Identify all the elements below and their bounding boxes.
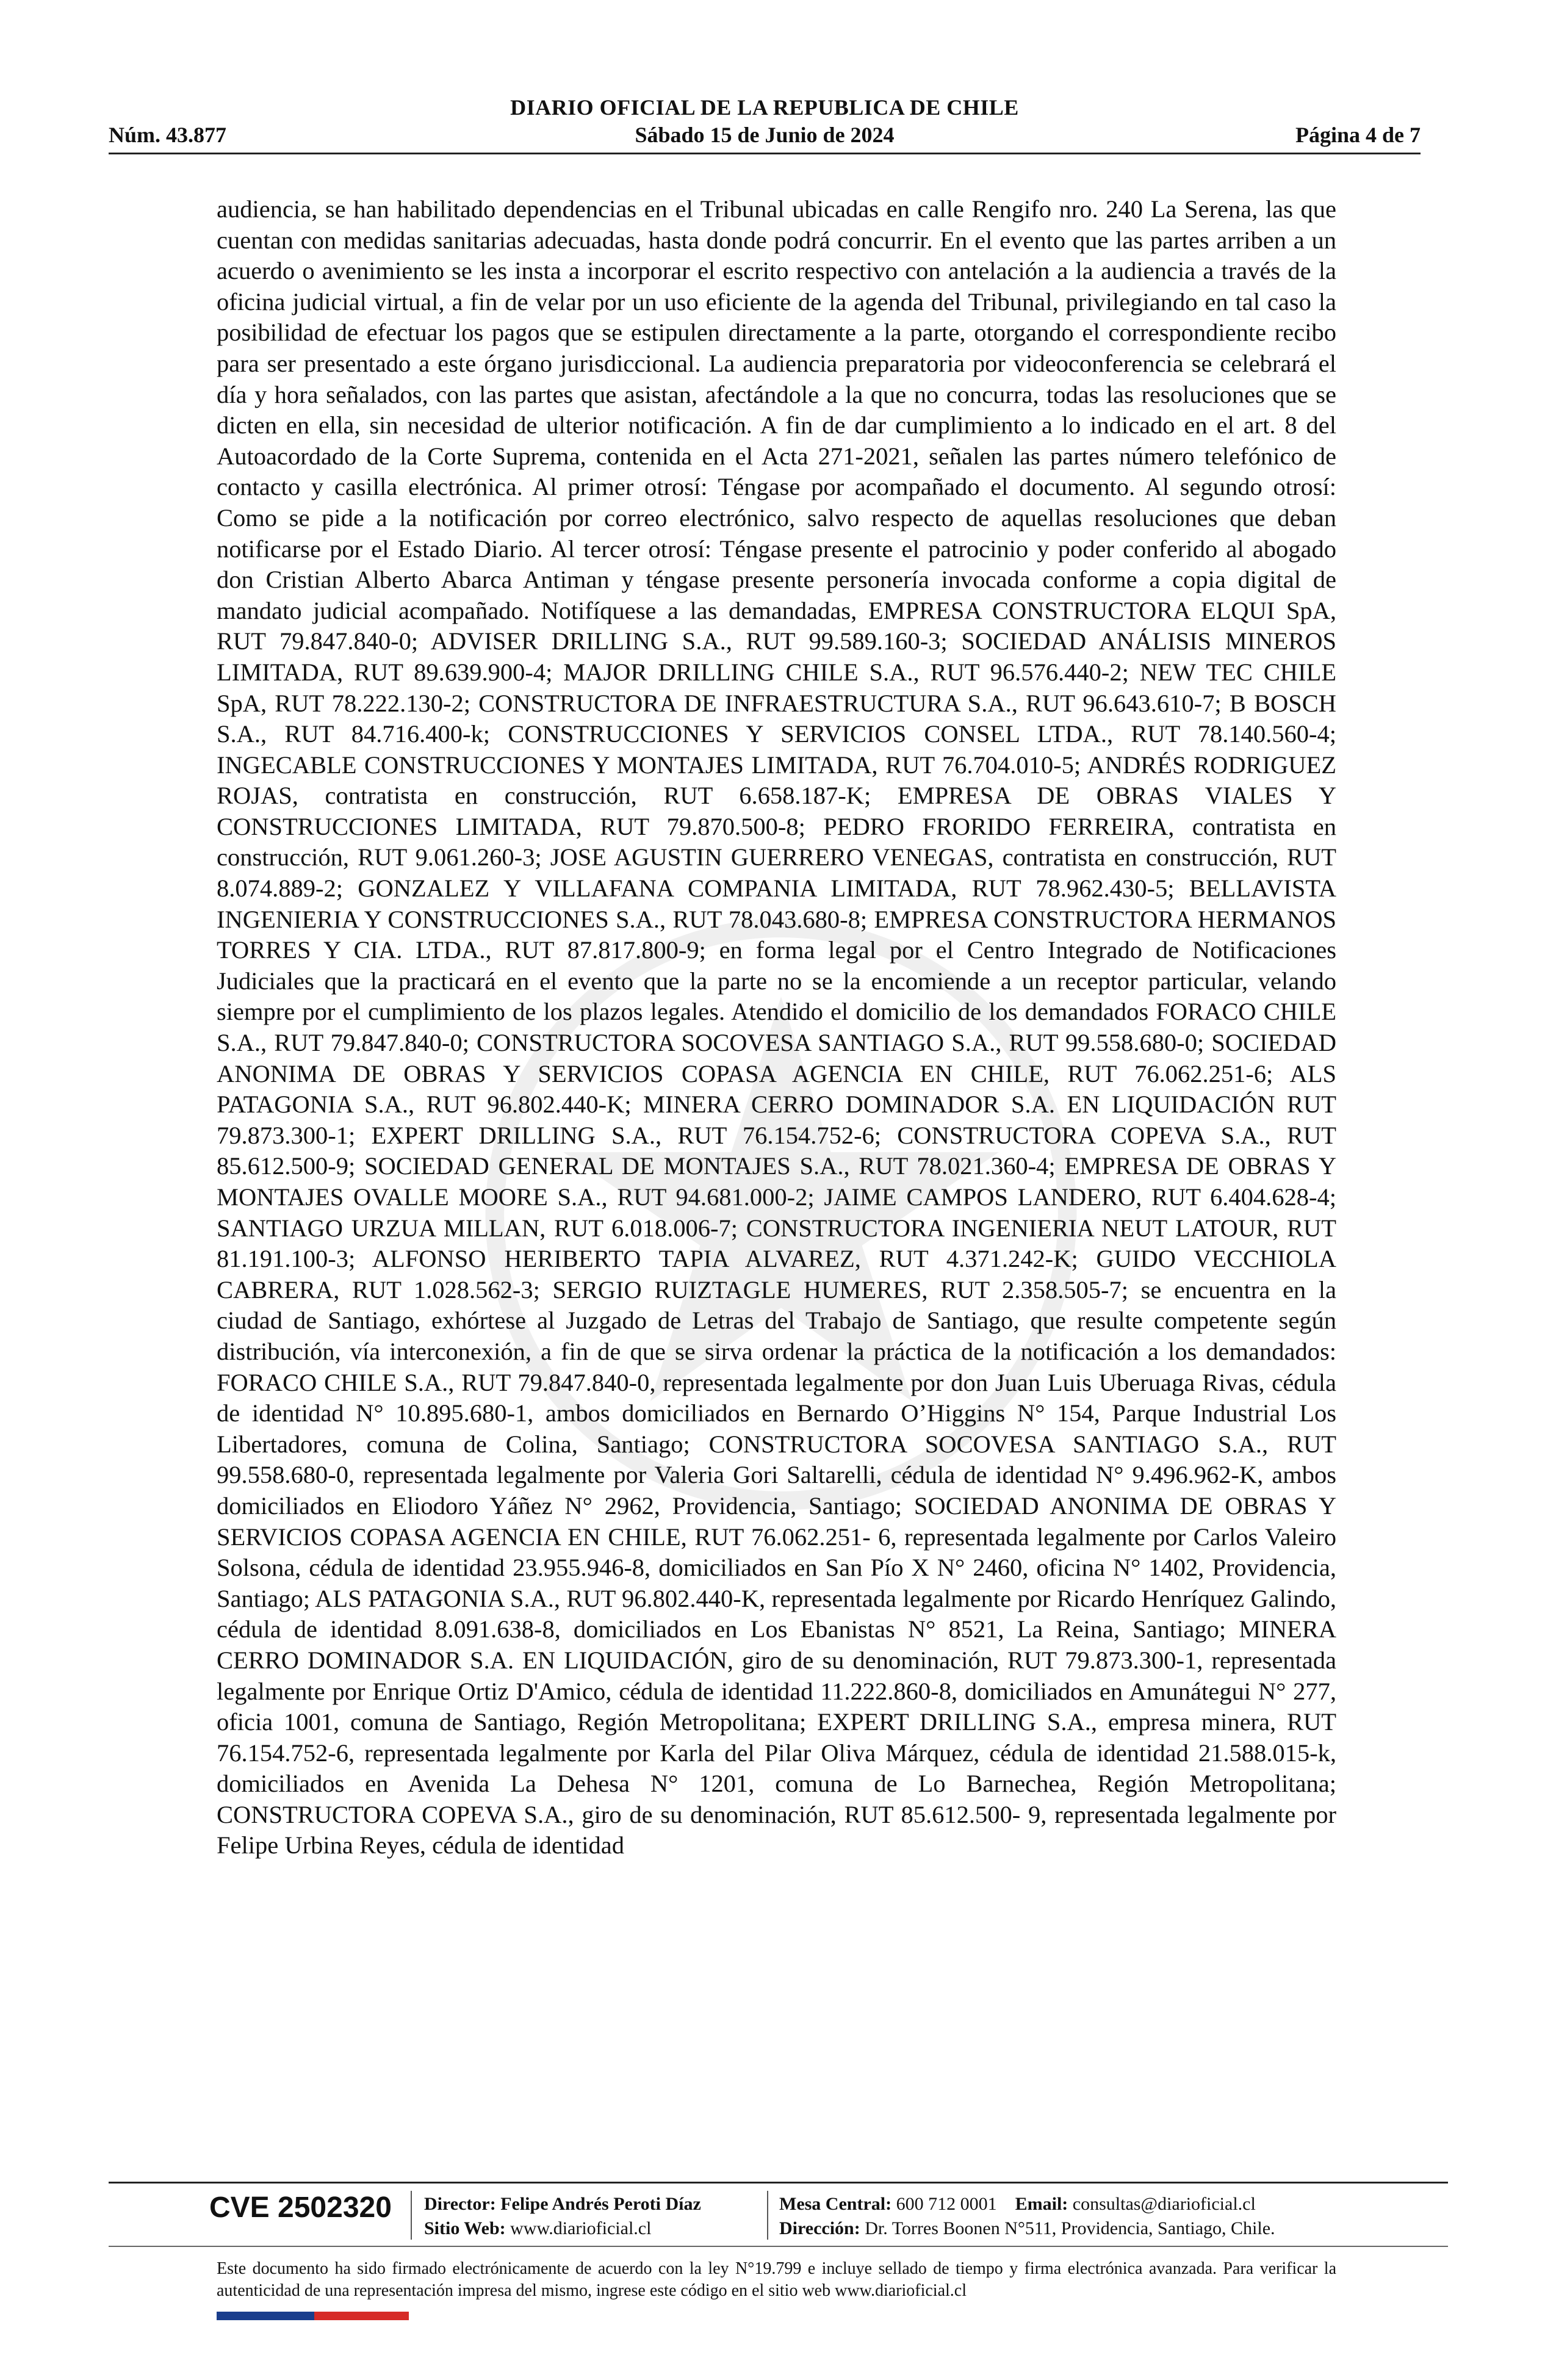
mesa-label: Mesa Central: xyxy=(779,2194,892,2214)
issue-date: Sábado 15 de Junio de 2024 xyxy=(635,123,895,147)
footer-contact-block xyxy=(779,2192,1275,2241)
address-value: Dr. Torres Boonen N°511, Providencia, Santiago, Chile. xyxy=(865,2218,1275,2238)
email-link[interactable]: consultas@diarioficial.cl xyxy=(1072,2194,1256,2214)
flag-stripe-red xyxy=(314,2312,409,2320)
publication-title: DIARIO OFICIAL DE LA REPUBLICA DE CHILE xyxy=(510,95,1019,120)
header-divider xyxy=(109,153,1421,154)
footer-divider-lower xyxy=(109,2246,1448,2247)
footer-separator xyxy=(411,2191,412,2240)
signature-disclaimer: Este documento ha sido firmado electrónicamente de acuerdo con la ley N°19.799 e incluye sellado de tiempo y firma electrónica avanzada. Para verificar la autenticidad de una representación impresa del mismo, ingrese este código en el sitio web www.diarioficial.cl xyxy=(217,2259,1336,2300)
page-header xyxy=(109,95,1421,150)
director-name: Felipe Andrés Peroti Díaz xyxy=(500,2194,701,2214)
email-label: Email: xyxy=(1015,2194,1068,2214)
flag-stripe-blue xyxy=(217,2312,314,2320)
legal-notice-body: audiencia, se han habilitado dependencias en el Tribunal ubicadas en calle Rengifo nro. 240 La Serena, las que cuentan con medidas sanitarias adecuadas, hasta donde podrá concurrir. En el evento que las partes arriben a un acuerdo o avenimiento se les insta a incorporar el escrito respectivo con antelación a la audiencia a través de la oficina judicial virtual, a fin de velar por un uso eficiente de la agenda del Tribunal, privilegiando en tal caso la posibilidad de efectuar los pagos que se estipulen directamente a la parte, otorgando el correspondiente recibo para ser presentado a este órgano jurisdiccional. La audiencia preparatoria por videoconferencia se celebrará el día y hora señalados, con las partes que asistan, afectándole a la que no concurra, todas las resoluciones que se dicten en ella, sin necesidad de ulterior notificación. A fin de dar cumplimiento a lo indicado en el art. 8 del Autoacordado de la Corte Suprema, contenida en el Acta 271-2021, señalen las partes número telefónico de contacto y casilla electrónica. Al primer otrosí: Téngase por acompañado el documento. Al segundo otrosí: Como se pide a la notificación por correo electrónico, salvo respecto de aquellas resoluciones que deban notificarse por el Estado Diario. Al tercer otrosí: Téngase presente el patrocinio y poder conferido al abogado don Cristian Alberto Abarca Antiman y téngase presente personería invocada conforme a copia digital de mandato judicial acompañado. Notifíquese a las demandadas, EMPRESA CONSTRUCTORA ELQUI SpA, RUT 79.847.840-0; ADVISER DRILLING S.A., RUT 99.589.160-3; SOCIEDAD ANÁLISIS MINEROS LIMITADA, RUT 89.639.900-4; MAJOR DRILLING CHILE S.A., RUT 96.576.440-2; NEW TEC CHILE SpA, RUT 78.222.130-2; CONSTRUCTORA DE INFRAESTRUCTURA S.A., RUT 96.643.610-7; B BOSCH S.A., RUT 84.716.400-k; CONSTRUCCIONES Y SERVICIOS CONSEL LTDA., RUT 78.140.560-4; INGECABLE CONSTRUCCIONES Y MONTAJES LIMITADA, RUT 76.704.010-5; ANDRÉS RODRIGUEZ ROJAS, contratista en construcción, RUT 6.658.187-K; EMPRESA DE OBRAS VIALES Y CONSTRUCCIONES LIMITADA, RUT 79.870.500-8; PEDRO FRORIDO FERREIRA, contratista en construcción, RUT 9.061.260-3; JOSE AGUSTIN GUERRERO VENEGAS, contratista en construcción, RUT 8.074.889-2; GONZALEZ Y VILLAFANA COMPANIA LIMITADA, RUT 78.962.430-5; BELLAVISTA INGENIERIA Y CONSTRUCCIONES S.A., RUT 78.043.680-8; EMPRESA CONSTRUCTORA HERMANOS TORRES Y CIA. LTDA., RUT 87.817.800-9; en forma legal por el Centro Integrado de Notificaciones Judiciales que la practicará en el evento que la parte no se la encomiende a un receptor particular, velando siempre por el cumplimiento de los plazos legales. Atendido el domicilio de los demandados FORACO CHILE S.A., RUT 79.847.840-0; CONSTRUCTORA SOCOVESA SANTIAGO S.A., RUT 99.558.680-0; SOCIEDAD ANONIMA DE OBRAS Y SERVICIOS COPASA AGENCIA EN CHILE, RUT 76.062.251-6; ALS PATAGONIA S.A., RUT 96.802.440-K; MINERA CERRO DOMINADOR S.A. EN LIQUIDACIÓN RUT 79.873.300-1; EXPERT DRILLING S.A., RUT 76.154.752-6; CONSTRUCTORA COPEVA S.A., RUT 85.612.500-9; SOCIEDAD GENERAL DE MONTAJES S.A., RUT 78.021.360-4; EMPRESA DE OBRAS Y MONTAJES OVALLE MOORE S.A., RUT 94.681.000-2; JAIME CAMPOS LANDERO, RUT 6.404.628-4; SANTIAGO URZUA MILLAN, RUT 6.018.006-7; CONSTRUCTORA INGENIERIA NEUT LATOUR, RUT 81.191.100-3; ALFONSO HERIBERTO TAPIA ALVAREZ, RUT 4.371.242-K; GUIDO VECCHIOLA CABRERA, RUT 1.028.562-3; SERGIO RUIZTAGLE HUMERES, RUT 2.358.505-7; se encuentra en la ciudad de Santiago, exhórtese al Juzgado de Letras del Trabajo de Santiago, que resulte competente según distribución, vía interconexión, a fin de que se sirva ordenar la práctica de la notificación a los demandados: FORACO CHILE S.A., RUT 79.847.840-0, representada legalmente por don Juan Luis Uberuaga Rivas, cédula de identidad N° 10.895.680-1, ambos domiciliados en Bernardo O’Higgins N° 154, Parque Industrial Los Libertadores, comuna de Colina, Santiago; CONSTRUCTORA SOCOVESA SANTIAGO S.A., RUT 99.558.680-0, representada legalmente por Valeria Gori Saltarelli, cédula de identidad N° 9.496.962-K, ambos domiciliados en Eliodoro Yáñez N° 2962, Providencia, Santiago; SOCIEDAD ANONIMA DE OBRAS Y SERVICIOS COPASA AGENCIA EN CHILE, RUT 76.062.251- 6, representada legalmente por Carlos Valeiro Solsona, cédula de identidad 23.955.946-8, domiciliados en San Pío X N° 2460, oficina N° 1402, Providencia, Santiago; ALS PATAGONIA S.A., RUT 96.802.440-K, representada legalmente por Ricardo Henríquez Galindo, cédula de identidad 8.091.638-8, domiciliados en Los Ebanistas N° 8521, La Reina, Santiago; MINERA CERRO DOMINADOR S.A. EN LIQUIDACIÓN, giro de su denominación, RUT 79.873.300-1, representada legalmente por Enrique Ortiz D'Amico, cédula de identidad 11.222.860-8, domiciliados en Amunátegui N° 277, oficia 1001, comuna de Santiago, Región Metropolitana; EXPERT DRILLING S.A., empresa minera, RUT 76.154.752-6, representada legalmente por Karla del Pilar Oliva Márquez, cédula de identidad 21.588.015-k, domiciliados en Avenida La Dehesa N° 1201, comuna de Lo Barnechea, Región Metropolitana; CONSTRUCTORA COPEVA S.A., giro de su denominación, RUT 85.612.500- 9, representada legalmente por Felipe Urbina Reyes, cédula de identidad xyxy=(217,195,1336,1859)
director-label: Director: xyxy=(424,2194,496,2214)
address-label: Dirección: xyxy=(779,2218,860,2238)
page-indicator: Página 4 de 7 xyxy=(1295,123,1421,147)
mesa-phone: 600 712 0001 xyxy=(896,2194,997,2214)
footer-divider xyxy=(109,2182,1448,2183)
website-link[interactable]: www.diarioficial.cl xyxy=(510,2218,652,2238)
footer-separator xyxy=(767,2191,768,2240)
footer-director-block xyxy=(424,2192,701,2241)
cve-code: CVE 2502320 xyxy=(209,2191,392,2224)
website-label: Sitio Web: xyxy=(424,2218,506,2238)
issue-number: Núm. 43.877 xyxy=(109,123,227,147)
